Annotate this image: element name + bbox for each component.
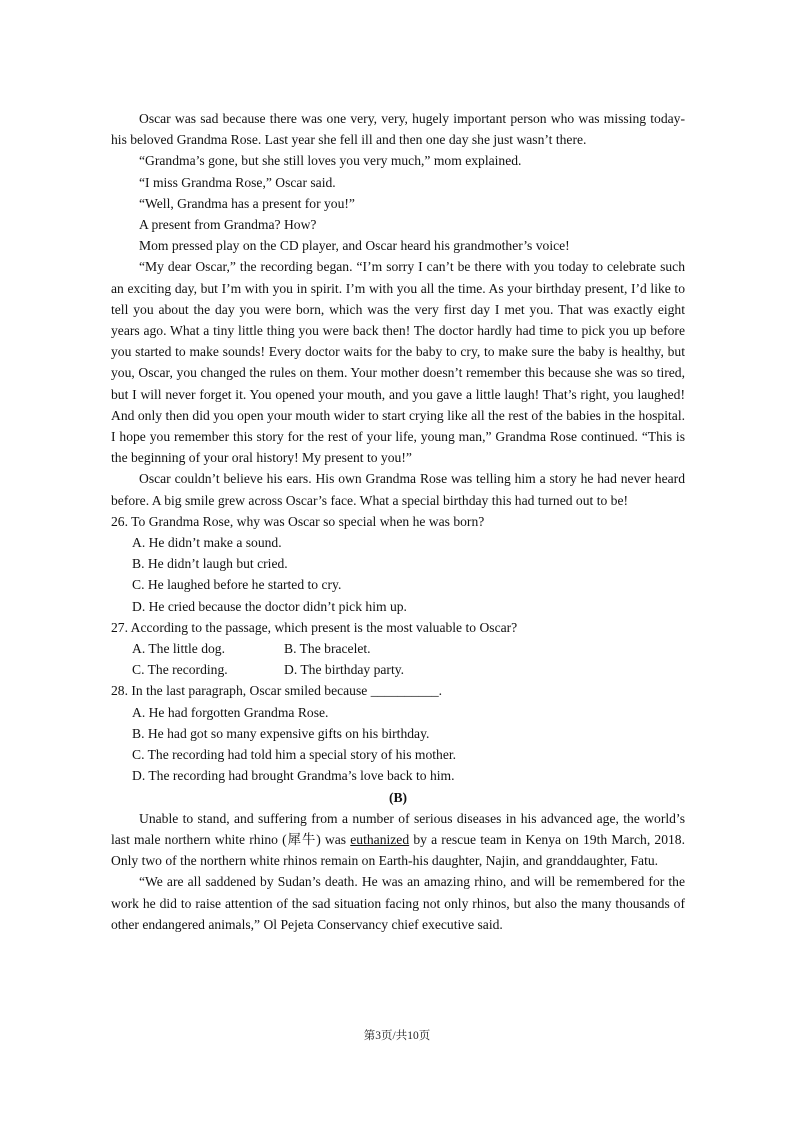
question-26-option-c: C. He laughed before he started to cry.: [132, 577, 342, 593]
question-26-option-d: D. He cried because the doctor didn’t pick him up.: [132, 598, 407, 614]
question-27-option-b: B. The bracelet.: [284, 641, 371, 657]
question-27-stem: 27. According to the passage, which present is the most valuable to Oscar?: [111, 619, 518, 635]
passage-b-text: Unable to stand, and suffering from a number of serious diseases in his advanced age, the world’s last male northern white rhino (犀牛) was: [111, 810, 685, 847]
question-26-stem: 26. To Grandma Rose, why was Oscar so special when he was born?: [111, 513, 485, 529]
question-28-option-b: B. He had got so many expensive gifts on his birthday.: [132, 725, 430, 741]
passage-b-paragraph-1: [111, 808, 685, 872]
passage-a-paragraph: “Well, Grandma has a present for you!”: [139, 195, 355, 211]
exam-page-content: [111, 108, 685, 935]
passage-b-heading: (B): [388, 789, 408, 805]
question-27-options-row-2: [111, 659, 685, 680]
passage-a-paragraph: Mom pressed play on the CD player, and Oscar heard his grandmother’s voice!: [139, 238, 570, 254]
passage-a-paragraph: “My dear Oscar,” the recording began. “I’m sorry I can’t be there with you today to celebrate such an exciting day, but I’m with you in spirit. I’m with you all the time. As your birthday present, I’d like to tell you about the day you were born, which was the very first day I met you. That was exactly eight years ago. What a tiny little thing you were back then! The doctor hardly had time to pick you up before you started to make sounds! Every doctor waits for the baby to cry, to make sure the baby is healthy, but you, Oscar, you changed the rules on them. Your mother doesn’t remember this because she was so tired, but I will never forget it. You opened your mouth, and you gave a little laugh! That’s right, you laughed! And only then did you open your mouth wider to start crying like all the rest of the babies in the hospital. I hope you remember this story for the rest of your life, young man,” Grandma Rose continued. “This is the beginning of your oral history! My present to you!”: [111, 259, 685, 466]
passage-b-text: by a rescue team in Kenya on 19th March, 2018. Only two of the northern white rhinos remain on Earth-his daughter, Najin, and granddaughter, Fatu.: [111, 831, 685, 869]
question-27-option-c: C. The recording.: [132, 662, 228, 678]
passage-a-paragraph: Oscar was sad because there was one very, very, hugely important person who was missing today-his beloved Grandma Rose. Last year she fell ill and then one day she just wasn’t there.: [111, 111, 685, 148]
question-27-option-a: A. The little dog.: [132, 641, 226, 657]
question-28-option-d: D. The recording had brought Grandma’s love back to him.: [132, 768, 455, 784]
passage-a-paragraph: “I miss Grandma Rose,” Oscar said.: [139, 174, 336, 190]
question-27-options-row-1: [111, 638, 685, 659]
question-26-option-a: A. He didn’t make a sound.: [132, 535, 282, 551]
passage-a-paragraph: Oscar couldn’t believe his ears. His own Grandma Rose was telling him a story he had never heard before. A big smile grew across Oscar’s face. What a special birthday this had turned out to be!: [111, 471, 685, 508]
question-28-stem: 28. In the last paragraph, Oscar smiled because __________.: [111, 683, 443, 699]
question-28-option-a: A. He had forgotten Grandma Rose.: [132, 704, 329, 720]
question-28-option-c: C. The recording had told him a special story of his mother.: [132, 747, 457, 763]
passage-a-paragraph: A present from Grandma? How?: [139, 217, 317, 233]
underlined-word: euthanized: [350, 831, 410, 847]
page-number-footer: 第3页/共10页: [363, 1030, 431, 1042]
passage-b-paragraph-2: “We are all saddened by Sudan’s death. He was an amazing rhino, and will be remembered for the work he did to raise attention of the sad situation facing not only rhinos, but also the many thousands of other endangered animals,” Ol Pejeta Conservancy chief executive said.: [111, 874, 685, 932]
question-26-option-b: B. He didn’t laugh but cried.: [132, 556, 288, 572]
passage-a-paragraph: “Grandma’s gone, but she still loves you very much,” mom explained.: [139, 153, 522, 169]
question-27-option-d: D. The birthday party.: [284, 662, 405, 678]
